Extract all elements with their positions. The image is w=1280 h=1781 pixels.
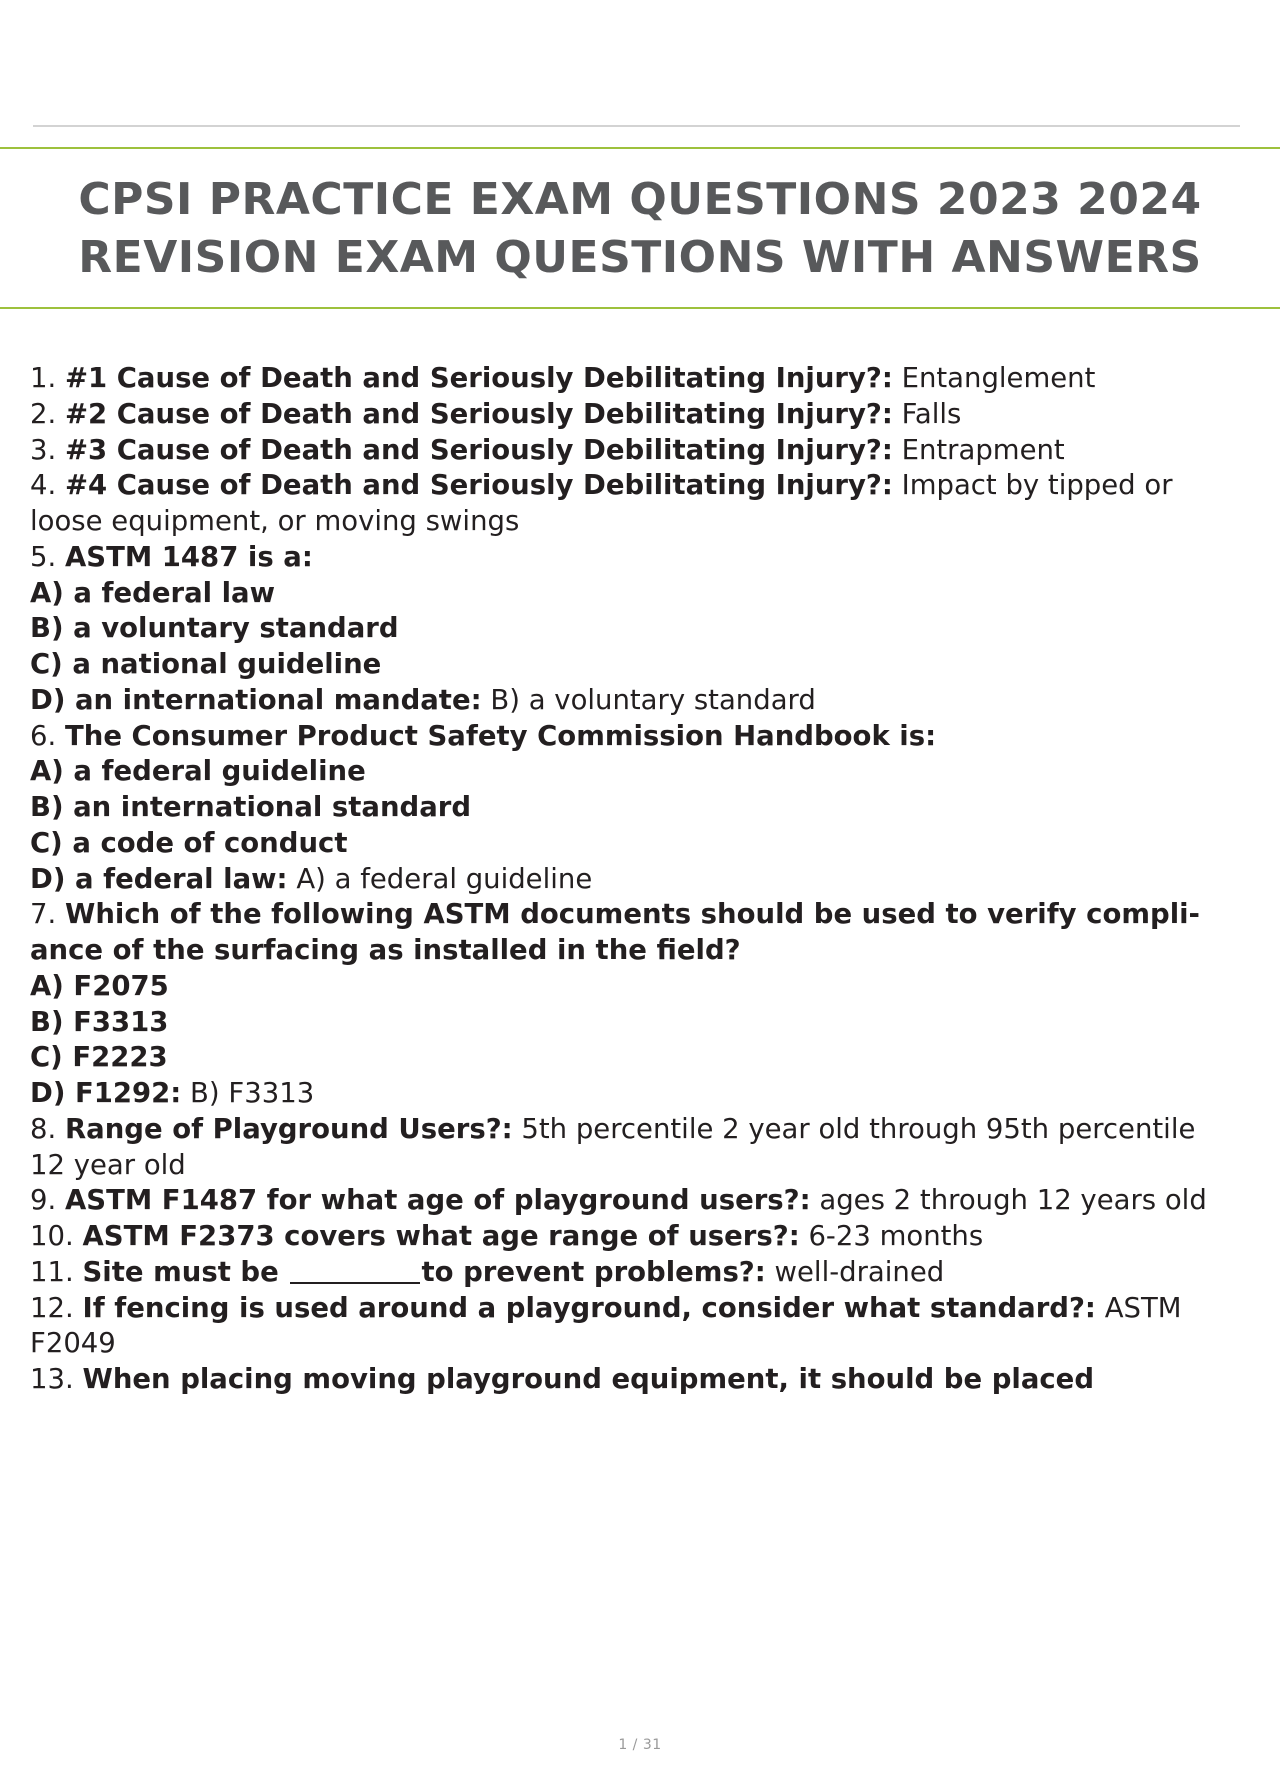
option-b [30,611,1220,647]
option-label: C) a national guideline [30,648,382,681]
option-c [30,826,1220,862]
list-item [30,540,1220,576]
option-label: B) an international standard [30,791,472,824]
item-number: 2. [30,397,57,430]
page-title: CPSI PRACTICE EXAM QUESTIONS 2023 2024 REVISION EXAM QUESTIONS WITH ANSWERS [78,174,1202,284]
item-answer: B) a voluntary standard [490,683,816,716]
item-number: 9. [30,1184,57,1217]
option-label: A) a federal law [30,576,276,609]
item-question: #4 Cause of Death and Seriously Debilitating Injury?: [65,469,893,502]
item-number: 10. [30,1220,74,1253]
item-answer: 5th percentile 2 year old through 95th percentile 12 year old [30,1112,1196,1181]
page-indicator: 1 / 31 [618,1737,662,1753]
header-divider [33,125,1240,127]
document-page [0,125,1280,1781]
item-question: ASTM F2373 covers what age range of users?: [82,1220,800,1253]
item-number: 4. [30,469,57,502]
option-d [30,683,1220,719]
item-number: 5. [30,540,57,573]
item-number: 1. [30,362,57,395]
option-d [30,862,1220,898]
item-question: #1 Cause of Death and Seriously Debilitating Injury?: [65,362,893,395]
option-label: D) F1292: [30,1077,182,1110]
item-question: #2 Cause of Death and Seriously Debilitating Injury?: [65,397,893,430]
item-number: 7. [30,898,57,931]
item-answer: Entrapment [901,433,1065,466]
item-answer: Entanglement [901,362,1096,395]
item-answer: Impact by tipped or loose equipment, or moving swings [30,469,1173,538]
item-answer: Falls [901,397,962,430]
list-item [30,1183,1220,1219]
list-item [30,433,1220,469]
option-a [30,576,1220,612]
option-d [30,1076,1220,1112]
item-question-part2: to prevent problems?: [421,1255,766,1288]
option-label: A) F2075 [30,969,169,1002]
item-answer: A) a federal guideline [296,862,593,895]
option-b [30,790,1220,826]
item-answer: ages 2 through 12 years old [819,1184,1207,1217]
item-question-part1: Site must be [82,1255,279,1288]
item-answer: well-drained [774,1255,945,1288]
list-item [30,1219,1220,1255]
list-item [30,1255,1220,1291]
item-number: 6. [30,719,57,752]
list-item [30,1362,1220,1398]
option-label: B) a voluntary standard [30,612,399,645]
option-c [30,1040,1220,1076]
option-label: C) F2223 [30,1041,168,1074]
questions-list [0,309,1280,1398]
list-item [30,719,1220,755]
item-number: 13. [30,1363,74,1396]
option-label: C) a code of conduct [30,826,348,859]
item-number: 11. [30,1255,74,1288]
item-question: Range of Playground Users?: [65,1112,513,1145]
item-question: #3 Cause of Death and Seriously Debilitating Injury?: [65,433,893,466]
list-item [30,1291,1220,1363]
item-number: 12. [30,1291,74,1324]
item-answer: B) F3313 [190,1077,315,1110]
item-number: 3. [30,433,57,466]
item-answer: ASTM F2049 [30,1291,1182,1360]
option-label: A) a federal guideline [30,755,366,788]
title-block [0,147,1280,309]
list-item [30,897,1220,969]
option-c [30,647,1220,683]
list-item [30,397,1220,433]
option-b [30,1005,1220,1041]
option-label: D) an international mandate: [30,683,482,716]
item-question: Which of the following ASTM documents should be used to verify compli- ance of the surfacing as installed in the field? [30,898,1200,967]
list-item [30,468,1220,540]
option-label: B) F3313 [30,1005,169,1038]
fill-in-blank [290,1282,420,1284]
list-item [30,1112,1220,1184]
list-item [30,361,1220,397]
item-answer: 6-23 months [808,1220,984,1253]
item-number: 8. [30,1112,57,1145]
item-question: When placing moving playground equipment, it should be placed [82,1363,1095,1396]
option-a [30,754,1220,790]
option-a [30,969,1220,1005]
option-label: D) a federal law: [30,862,288,895]
item-question: ASTM F1487 for what age of playground users?: [65,1184,811,1217]
item-question: The Consumer Product Safety Commission Handbook is: [65,719,937,752]
item-question: If fencing is used around a playground, consider what standard?: [82,1291,1096,1324]
item-question: ASTM 1487 is a: [65,540,313,573]
